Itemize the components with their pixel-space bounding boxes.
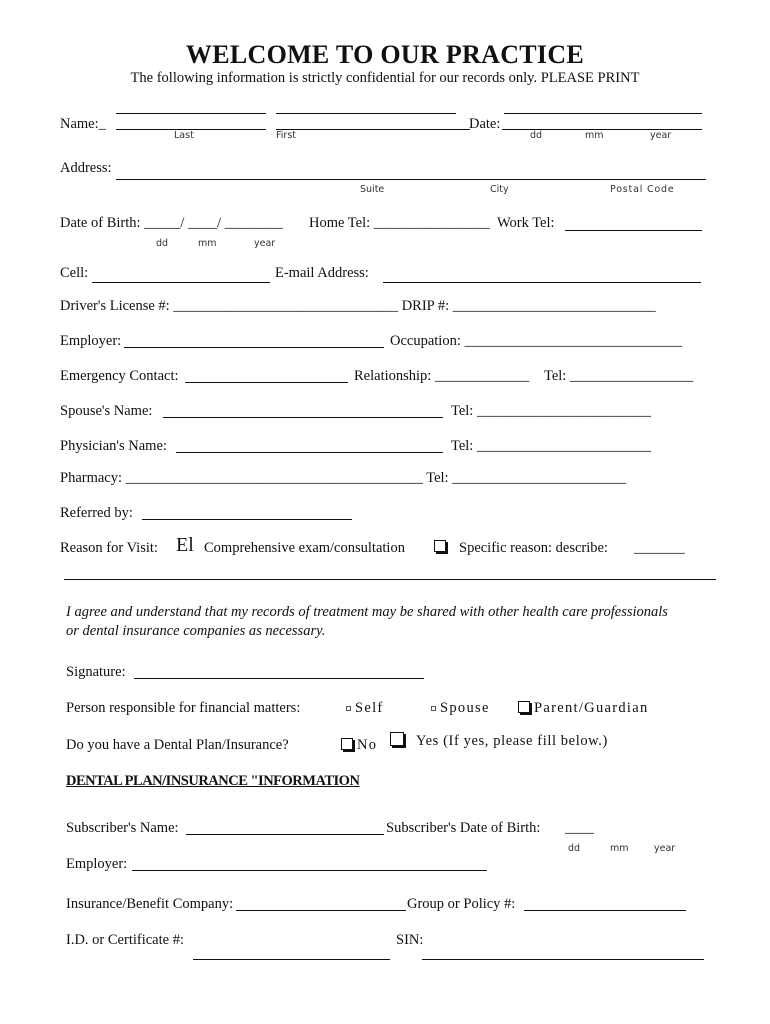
insurance-company-field[interactable] [236, 910, 406, 911]
checkbox-icon [341, 738, 353, 750]
financial-parent-label: Parent/Guardian [534, 700, 649, 716]
referred-by-label: Referred by: [60, 505, 133, 521]
first-name-field[interactable] [276, 129, 470, 130]
email-field[interactable] [383, 282, 701, 283]
address-field[interactable] [116, 179, 706, 180]
id-certificate-label: I.D. or Certificate #: [66, 932, 184, 948]
dental-plan-no-option[interactable] [341, 736, 377, 754]
emergency-contact-label: Emergency Contact: [60, 368, 179, 384]
checkbox-icon [518, 701, 530, 713]
sin-field[interactable] [422, 959, 704, 960]
physician-name-label: Physician's Name: [60, 438, 167, 454]
physician-name-field[interactable] [176, 452, 443, 453]
subscriber-sub-year: year [654, 843, 676, 854]
dental-plan-yes-option[interactable] [390, 732, 608, 750]
sub-mm: mm [585, 130, 604, 141]
group-policy-label: Group or Policy #: [407, 896, 516, 912]
signature-label: Signature: [66, 664, 126, 680]
specific-reason-field[interactable]: _______ [634, 540, 685, 556]
sub-city: City [490, 184, 509, 195]
date-top-rule [504, 113, 702, 114]
subscriber-sub-mm: mm [610, 843, 629, 854]
insurance-section-heading: DENTAL PLAN/INSURANCE "INFORMATION [66, 773, 360, 789]
occupation-field[interactable]: Occupation: ______________________________ [390, 333, 682, 349]
work-tel-field[interactable] [565, 230, 702, 231]
emergency-contact-field[interactable] [185, 382, 348, 383]
specific-reason-checkbox[interactable] [434, 538, 450, 556]
date-label: Date: [469, 116, 501, 132]
reason-for-visit-label: Reason for Visit: [60, 540, 158, 556]
employer-field[interactable] [124, 347, 384, 348]
sub-postal: Postal Code [610, 184, 675, 195]
consent-line-2: or dental insurance companies as necessary. [66, 623, 326, 639]
dob-sub-mm: mm [198, 238, 217, 249]
financial-spouse-option[interactable] [431, 699, 490, 717]
license-drip-field[interactable]: Driver's License #: _______________________________ DRIP #: ____________________________ [60, 298, 656, 314]
name-label: Name:_ [60, 116, 106, 132]
spouse-tel-field[interactable]: Tel: ________________________ [451, 403, 651, 419]
financial-self-label: Self [355, 700, 384, 716]
name-top-rule-2 [276, 113, 456, 114]
spouse-name-field[interactable] [163, 417, 443, 418]
spouse-name-label: Spouse's Name: [60, 403, 153, 419]
signature-field[interactable] [134, 678, 424, 679]
financial-self-option[interactable] [346, 699, 384, 717]
cell-field[interactable] [92, 282, 270, 283]
insurance-employer-label: Employer: [66, 856, 128, 872]
sin-label: SIN: [396, 932, 424, 948]
emergency-tel-field[interactable]: Tel: _________________ [544, 368, 694, 384]
subscriber-name-label: Subscriber's Name: [66, 820, 179, 836]
specific-reason-label: Specific reason: describe: [459, 540, 608, 556]
cell-label: Cell: [60, 265, 89, 281]
insurance-company-label: Insurance/Benefit Company: [66, 896, 234, 912]
name-top-rule-1 [116, 113, 266, 114]
dob-field[interactable]: Date of Birth: _____/ ____/ ________ [60, 215, 283, 231]
relationship-field[interactable]: Relationship: _____________ [354, 368, 530, 384]
dob-sub-year: year [254, 238, 276, 249]
sub-first: First [276, 130, 296, 141]
page-subtitle: The following information is strictly confidential for our records only. PLEASE PRINT [130, 70, 640, 86]
subscriber-name-field[interactable] [186, 834, 384, 835]
referred-by-field[interactable] [142, 519, 352, 520]
insurance-employer-field[interactable] [132, 870, 487, 871]
work-tel-label: Work Tel: [497, 215, 555, 231]
address-label: Address: [60, 160, 112, 176]
dob-sub-dd: dd [156, 238, 169, 249]
sub-last: Last [174, 130, 194, 141]
comprehensive-exam-checkbox[interactable]: El [176, 534, 194, 556]
sub-year: year [650, 130, 672, 141]
financial-spouse-label: Spouse [440, 700, 490, 716]
dental-plan-yes-label: Yes (If yes, please fill below.) [416, 733, 608, 749]
subscriber-dob-field[interactable]: ____ [565, 820, 594, 836]
id-certificate-field[interactable] [193, 959, 390, 960]
subscriber-dob-label: Subscriber's Date of Birth: [386, 820, 541, 836]
physician-tel-field[interactable]: Tel: ________________________ [451, 438, 651, 454]
comprehensive-exam-label: Comprehensive exam/consultation [204, 540, 405, 556]
checkbox-icon [346, 706, 351, 711]
email-label: E-mail Address: [275, 265, 369, 281]
financial-responsibility-label: Person responsible for financial matters: [66, 700, 301, 716]
pharmacy-field[interactable]: Pharmacy: _________________________________________ Tel: ________________________ [60, 470, 627, 486]
dental-plan-no-label: No [357, 737, 378, 753]
sub-suite: Suite [360, 184, 385, 195]
reason-description-field[interactable] [64, 579, 716, 580]
checkbox-icon [431, 706, 436, 711]
dental-plan-question: Do you have a Dental Plan/Insurance? [66, 737, 289, 753]
subscriber-sub-dd: dd [568, 843, 581, 854]
home-tel-field[interactable]: Home Tel: ________________ [309, 215, 490, 231]
checkbox-icon [434, 540, 446, 552]
consent-line-1: I agree and understand that my records of treatment may be shared with other health care professionals [66, 604, 668, 620]
checkbox-icon [390, 732, 404, 746]
employer-label: Employer: [60, 333, 122, 349]
page-title: WELCOME TO OUR PRACTICE [185, 40, 585, 69]
sub-dd: dd [530, 130, 543, 141]
group-policy-field[interactable] [524, 910, 686, 911]
financial-parent-option[interactable] [518, 699, 649, 717]
